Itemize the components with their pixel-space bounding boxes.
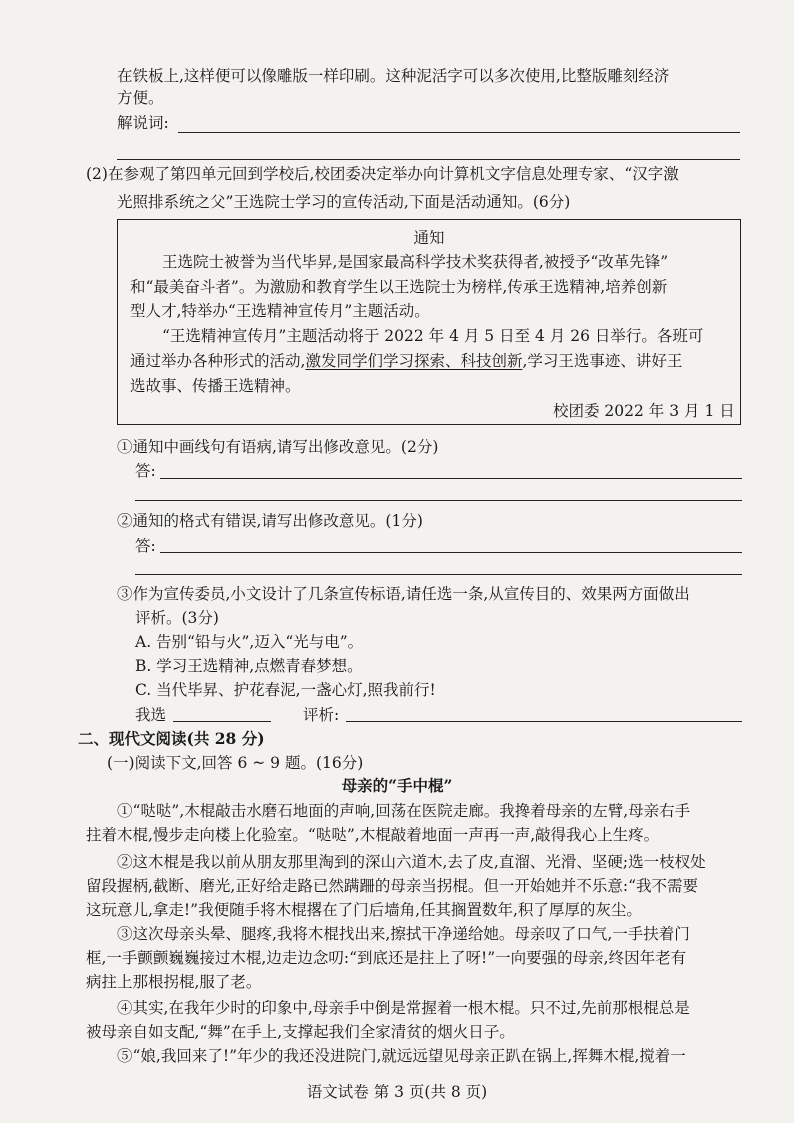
article-p2-line-1: ②这木棍是我以前从朋友那里淘到的深山六道木,去了皮,直溜、光滑、坚硬;选一枝杈处 xyxy=(117,853,706,871)
sub-question-1: ①通知中画线句有语病,请写出修改意见。(2分) xyxy=(117,438,439,456)
article-p3-line-3: 病拄上那根拐棍,服了老。 xyxy=(86,973,262,991)
continuation-line-1: 在铁板上,这样便可以像雕版一样印刷。这种泥活字可以多次使用,比整版雕刻经济 xyxy=(117,67,670,85)
notice-p1-line-2: 和“最美奋斗者”。为激励和教育学生以王选院士为榜样,传承王选精神,培养创新 xyxy=(130,278,668,296)
question-2-line-2: 光照排系统之父”王选院士学习的宣传活动,下面是活动通知。(6分) xyxy=(117,193,571,211)
notice-p2-line-2-rest: ,学习王选事迹、讲好王 xyxy=(522,352,683,370)
article-p4-line-2: 被母亲自如支配,“舞”在手上,支撑起我们全家清贫的烟火日子。 xyxy=(86,1023,515,1041)
sub-question-2-answer-line-2[interactable] xyxy=(135,574,742,575)
sub-question-2-answer-label: 答: xyxy=(135,537,156,555)
notice-p2-line-1: “王选精神宣传月”主题活动将于 2022 年 4 月 5 日至 4 月 26 日举行。各班可 xyxy=(162,327,704,345)
notice-signature: 校团委 2022 年 3 月 1 日 xyxy=(553,402,735,420)
article-p3-line-1: ③这次母亲头晕、腿疼,我将木棍找出来,擦拭干净递给她。母亲叹了口气,一手扶着门 xyxy=(117,925,690,943)
article-p2-line-3: 这玩意儿,拿走!”我便随手将木棍撂在了门后墙角,任其搁置数年,积了厚厚的灰尘。 xyxy=(86,901,642,919)
notice-p2-line-2 xyxy=(130,351,682,371)
sub-question-1-answer-line-2[interactable] xyxy=(135,500,742,501)
choose-answer-line[interactable] xyxy=(173,721,271,722)
article-title: 母亲的“手中棍” xyxy=(341,776,453,795)
sub-question-1-answer-label: 答: xyxy=(135,462,156,480)
article-p4-line-1: ④其实,在我年少时的印象中,母亲手中倒是常握着一根木棍。只不过,先前那根棍总是 xyxy=(117,999,690,1017)
notice-underlined-sentence: 激发同学们学习探索、科技创新 xyxy=(305,352,523,370)
sub-question-3-line-1: ③作为宣传委员,小文设计了几条宣传标语,请任选一条,从宣传目的、效果两方面做出 xyxy=(117,585,690,603)
notice-title: 通知 xyxy=(413,229,445,247)
article-p1-line-2: 拄着木棍,慢步走向楼上化验室。“哒哒”,木棍敲着地面一声再一声,敲得我心上生疼。 xyxy=(86,826,660,844)
notice-p1-line-1: 王选院士被誉为当代毕昇,是国家最高科学技术奖获得者,被授予“改革先锋” xyxy=(162,253,669,271)
commentary-answer-line-1[interactable] xyxy=(178,132,740,133)
continuation-line-2: 方便。 xyxy=(117,89,164,107)
option-a: A. 告别“铅与火”,迈入“光与电”。 xyxy=(135,633,364,651)
page-footer: 语文试卷 第 3 页(共 8 页) xyxy=(306,1083,488,1101)
reading-1-instruction: (一)阅读下文,回答 6 ~ 9 题。(16分) xyxy=(107,754,364,772)
option-b: B. 学习王选精神,点燃青春梦想。 xyxy=(135,657,363,675)
analysis-label: 评析: xyxy=(303,706,340,724)
question-2-line-1: (2)在参观了第四单元回到学校后,校团委决定举办向计算机文字信息处理专家、“汉字激 xyxy=(86,165,679,183)
notice-p2-line-2-start: 通过举办各种形式的活动, xyxy=(130,352,306,370)
sub-question-2: ②通知的格式有错误,请写出修改意见。(1分) xyxy=(117,512,423,530)
option-c: C. 当代毕昇、护花春泥,一盏心灯,照我前行! xyxy=(135,681,436,699)
commentary-label: 解说词: xyxy=(117,114,169,132)
sub-question-1-answer-line-1[interactable] xyxy=(160,478,742,479)
article-p1-line-1: ①“哒哒”,木棍敲击水磨石地面的声响,回荡在医院走廊。我搀着母亲的左臂,母亲右手 xyxy=(117,802,691,820)
sub-question-3-line-2: 评析。(3分) xyxy=(135,609,219,627)
article-p3-line-2: 框,一手颤颤巍巍接过木棍,边走边念叨:“到底还是拄上了呀!”一向要强的母亲,终因年老有 xyxy=(86,949,687,967)
choose-label: 我选 xyxy=(135,706,167,724)
article-p5-line-1: ⑤“娘,我回来了!”年少的我还没进院门,就远远望见母亲正趴在锅上,挥舞木棍,搅着一 xyxy=(117,1047,686,1065)
notice-p2-line-3: 选故事、传播王选精神。 xyxy=(130,377,301,395)
analysis-answer-line[interactable] xyxy=(346,721,742,722)
sub-question-2-answer-line-1[interactable] xyxy=(160,552,742,553)
commentary-answer-line-2[interactable] xyxy=(117,159,740,160)
notice-p1-line-3: 型人才,特举办“王选精神宣传月”主题活动。 xyxy=(130,302,430,320)
article-p2-line-2: 留段握柄,截断、磨光,正好给走路已然蹒跚的母亲当拐棍。但一开始她并不乐意:“我不需要 xyxy=(86,877,699,895)
section-2-heading: 二、现代文阅读(共 28 分) xyxy=(78,729,265,748)
